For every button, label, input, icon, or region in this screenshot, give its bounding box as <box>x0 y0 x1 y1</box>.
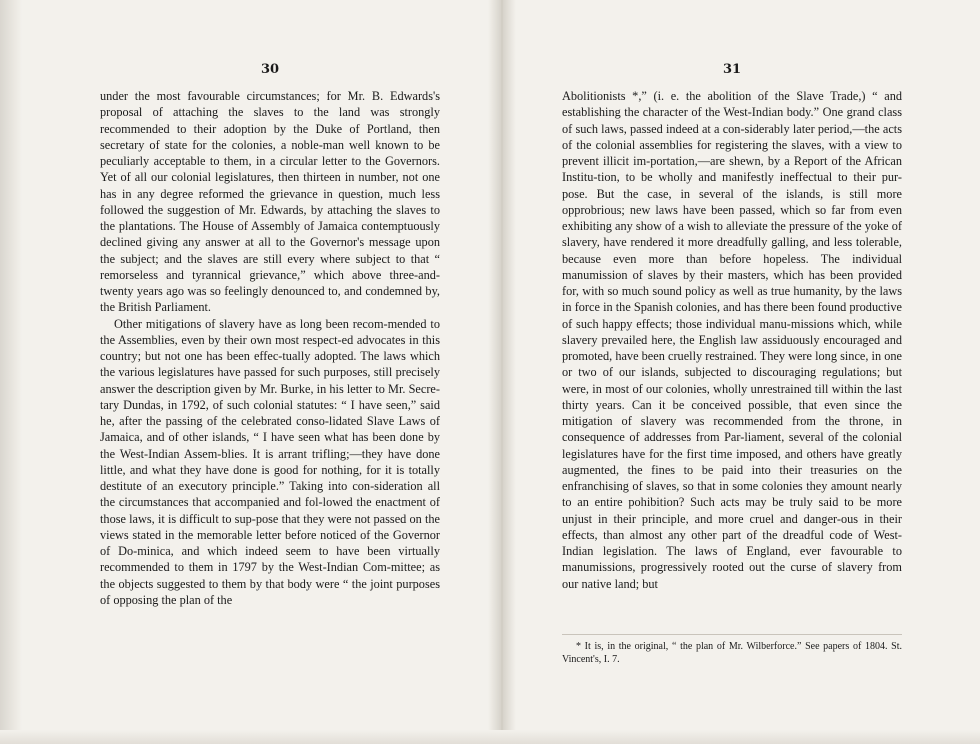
left-paragraph-2: Other mitigations of slavery have as long been recom-mended to the Assemblies, even by their own most respect-ed advocates in this country; but not one has been effec-tually adopted. The laws which the various legislatures have passed for such purposes, still precisely answer the description given by Mr. Burke, in his letter to Mr. Secre-tary Dundas, in 1792, of such colonial statutes: “ I have seen,” said he, after the passing of the celebrated conso-lidated Slave Laws of Jamaica, and of other islands, “ I have seen what has been done by the West-Indian Assem-blies. It is arrant trifling;—they have done little, and what they have done is good for nothing, for it is totally destitute of an executory principle.” Taking into con-sideration all the circumstances that accompanied and fol-lowed the enactment of those laws, it is difficult to sup-pose that they were not passed on the views stated in the memorable letter before noticed of the Governor of Do-minica, and which indeed seem to have been virtually recommended to them in 1797 by the West-Indian Com-mittee; as the objects suggested to them by that body were “ the joint purposes of opposing the plan of the <box>100 316 440 607</box>
page-number-right: 31 <box>722 62 742 77</box>
left-paragraph-1: under the most favourable circumstances; for Mr. B. Edwards's proposal of attaching the slaves to the land was strongly recommended to their adoption by the Duke of Portland, then secretary of state for the colonies, a noble-man well known to be peculiarly acceptable to them, in a circular letter to the Governors. Yet of all our colonial legislatures, then thirteen in number, not one has in any degree reformed the grievance in question, much less followed the suggestion of Mr. Edwards, by attaching the slaves to the plantations. The House of Assembly of Jamaica contemptuously declined giving any answer at all to the Governor's message upon the subject; and the slaves are still every where subject to that “ remorseless and tyrannical grievance,” which above three-and-twenty years ago was so feelingly denounced to, and condemned by, the British Parliament. <box>100 89 440 315</box>
footnote-text: * It is, in the original, “ the plan of Mr. Wilberforce.” See papers of 1804. St. Vincent's, I. 7. <box>562 641 902 665</box>
left-page <box>100 62 440 722</box>
book-bottom-edge <box>0 730 980 744</box>
right-paragraph-1: Abolitionists *,” (i. e. the abolition of the Slave Trade,) “ and establishing the character of the West-Indian body.” One grand class of such laws, passed indeed at a con-siderably later period,—the acts of the colonial assemblies for registering the slaves, with a view to prevent illicit im-portation,—are shewn, by a Report of the African Institu-tion, to be wholly and manifestly ineffectual to their pur-pose. But the case, in several of the islands, is still more opprobrious; new laws have been passed, which so far from even exhibiting any show of a wish to alleviate the pressure of the yoke of slavery, have rendered it more dreadfully galling, and less tolerable, because even more than before hopeless. The individual manumission of slaves by their masters, which has been provided for, with so much sound policy as well as true humanity, by the laws in force in the Spanish colonies, and has there been found productive of such happy effects; those individual manu-missions which, while slavery prevailed here, the English law assiduously encouraged and promoted, have been cruelly restrained. They were long since, in one or two of our islands, subjected to discouraging regulations; but were, in most of our colonies, wholly unrestrained till within the last thirty years. Can it be conceived possible, that even since the mitigation of slavery was recommended from the throne, in consequence of addresses from Par-liament, several of the colonial legislatures have for the first time imposed, and others have greatly augmented, the fines to be paid into their treasuries on the enfranchising of slaves, so that in some colonies they amount nearly to an entire pohibition? Such acts may be truly said to be more unjust in their principle, and more cruel and danger-ous in their effects, than almost any other part of the dreadful code of West-Indian legislation. The laws of England, ever favourable to manumissions, progressively rooted out the curse of slavery from our native land; but <box>562 89 902 591</box>
footnote <box>562 640 902 666</box>
book-left-edge <box>0 0 22 744</box>
page-number-left: 30 <box>260 62 280 77</box>
right-page-text <box>562 88 902 592</box>
right-page <box>562 62 902 722</box>
book-gutter <box>488 0 516 744</box>
left-page-text <box>100 88 440 608</box>
footnote-divider <box>562 634 902 635</box>
